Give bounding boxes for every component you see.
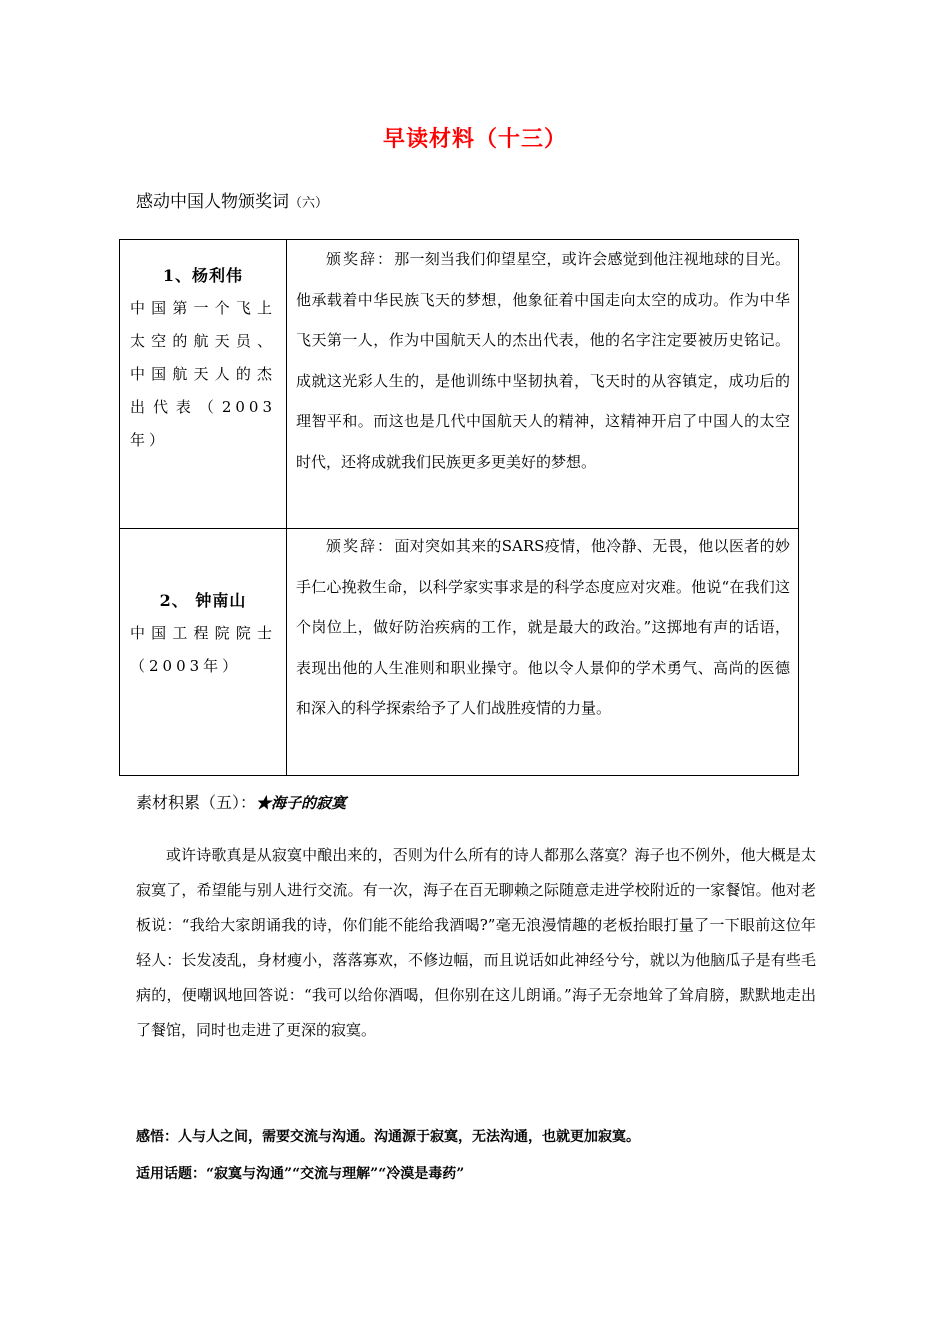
section-heading bbox=[136, 187, 328, 212]
story-title: ★海子的寂寞 bbox=[256, 794, 347, 812]
awardee-info bbox=[120, 529, 286, 683]
citation-text bbox=[287, 239, 798, 482]
citation-body: 那一刻当我们仰望星空，或许会感觉到他注视地球的目光。他承载着中华民族飞天的梦想，他象征着中国走向太空的成功。作为中华飞天第一人，作为中国航天人的杰出代表，他的名字注定要被历史铭记。成就这光彩人生的，是他训练中坚韧执着，飞天时的从容镇定，成功后的理智平和。而这也是几代中国航天人的精神，这精神开启了中国人的太空时代，还将成就我们民族更多更美好的梦想。 bbox=[296, 250, 790, 471]
citation-text bbox=[287, 526, 798, 729]
topics-line: 适用话题：“寂寞与沟通”“交流与理解”“冷漠是毒药” bbox=[136, 1166, 465, 1182]
table-row bbox=[120, 240, 799, 529]
citation-label: 颁奖辞： bbox=[326, 537, 395, 555]
awardee-info bbox=[120, 240, 286, 457]
page-title: 早读材料（十三） bbox=[382, 126, 567, 152]
citation-cell bbox=[287, 240, 799, 529]
citation-body: 面对突如其来的SARS疫情，他冷静、无畏，他以医者的妙手仁心挽救生命，以科学家实事求是的科学态度应对灾难。他说“在我们这个岗位上，做好防治疾病的工作，就是最大的政治。”这掷地有声的话语，表现出他的人生准则和职业操守。他以令人景仰的学术勇气、高尚的医德和深入的科学探索给予了人们战胜疫情的力量。 bbox=[296, 537, 790, 717]
awardee-description: 中国工程院院士（2003年） bbox=[130, 624, 276, 675]
awardee-name: 2、 钟南山 bbox=[159, 591, 247, 610]
awardee-cell bbox=[120, 240, 287, 529]
citation-label: 颁奖辞： bbox=[326, 250, 395, 268]
table-row bbox=[120, 529, 799, 776]
section-heading-suffix: （六） bbox=[289, 196, 329, 211]
awardee-name: 1、杨利伟 bbox=[162, 266, 244, 285]
award-table bbox=[119, 239, 799, 776]
section-heading-text: 感动中国人物颁奖词 bbox=[136, 192, 289, 212]
insight-line: 感悟：人与人之间，需要交流与沟通。沟通源于寂寞，无法沟通，也就更加寂寞。 bbox=[136, 1129, 640, 1145]
material-heading-text: 素材积累（五）： bbox=[136, 793, 257, 812]
material-heading bbox=[136, 790, 346, 813]
story-passage: 或许诗歌真是从寂寞中酿出来的，否则为什么所有的诗人都那么落寞？海子也不例外，他大概是太寂寞了，希望能与别人进行交流。有一次，海子在百无聊赖之际随意走进学校附近的一家餐馆。他对老板说：“我给大家朗诵我的诗，你们能不能给我酒喝?”毫无浪漫情趣的老板抬眼打量了一下眼前这位年轻人：长发凌乱，身材瘦小，落落寡欢，不修边幅，而且说话如此神经兮兮，就以为他脑瓜子是有些毛病的，便嘲讽地回答说：“我可以给你酒喝，但你别在这儿朗诵。”海子无奈地耸了耸肩膀，默默地走出了餐馆，同时也走进了更深的寂寞。 bbox=[136, 846, 816, 1039]
awardee-description: 中国第一个飞上太空的航天员、中国航天人的杰出代表（2003年） bbox=[130, 299, 276, 449]
citation-cell bbox=[287, 529, 799, 776]
awardee-cell bbox=[120, 529, 287, 776]
